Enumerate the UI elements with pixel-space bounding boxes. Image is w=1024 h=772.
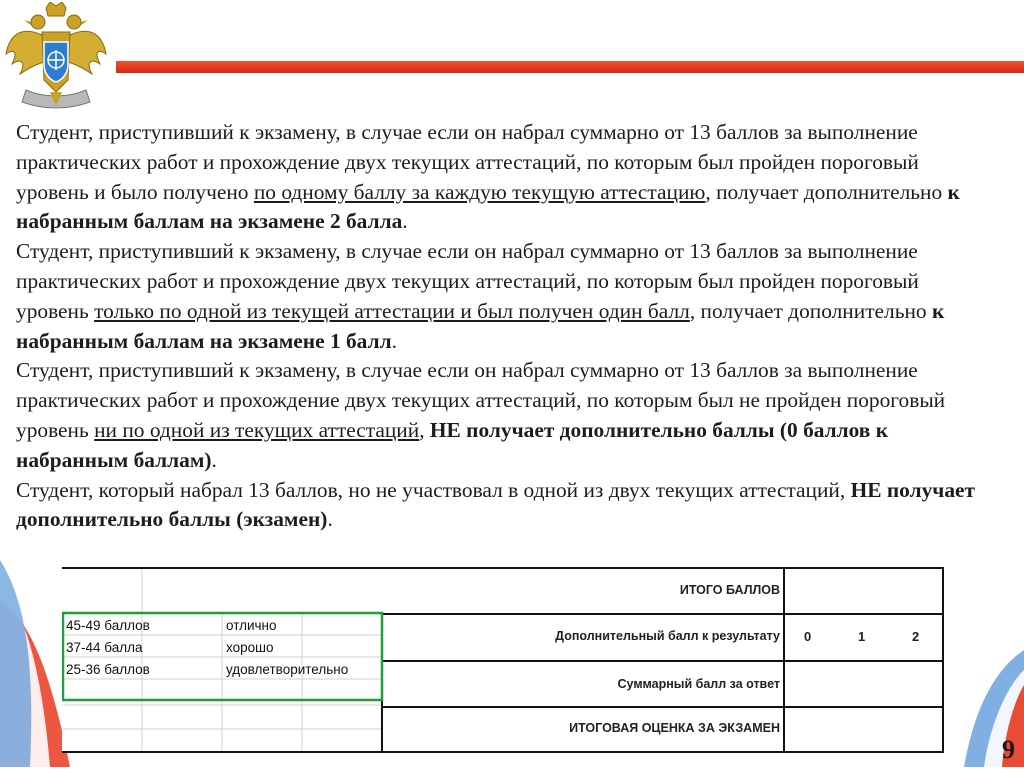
- extra-point-label: Дополнительный балл к результату: [555, 629, 780, 643]
- paragraph-0-points: Студент, приступивший к экзамену, в случае если он набрал суммарно от 13 баллов за выполнение практических работ и прохождение двух текущих аттестаций, по которым был не пройден пороговый уровень ни по одной из текущих аттестаций, НЕ получает дополнительно баллы (0 баллов к набранным баллам).: [16, 358, 946, 472]
- rules-text: [16, 118, 991, 535]
- page-number: 9: [1002, 735, 1015, 764]
- decorative-wave-left: [0, 560, 70, 767]
- grade-range-1: 45-49 баллов: [66, 618, 150, 633]
- extra-option-0: 0: [804, 629, 812, 644]
- exam-score-sheet: [62, 567, 944, 753]
- grade-range-3: 25-36 баллов: [66, 662, 150, 677]
- paragraph-2-points: Студент, приступивший к экзамену, в случае если он набрал суммарно от 13 баллов за выполнение практических работ и прохождение двух текущих аттестаций, по которым был пройден пороговый уровень и было получено по одному баллу за каждую текущую аттестацию, получает дополнительно к набранным баллам на экзамене 2 балла.: [16, 120, 960, 234]
- extra-option-1: 1: [858, 629, 866, 644]
- grade-name-1: отлично: [226, 618, 277, 633]
- answer-score-label: Суммарный балл за ответ: [617, 677, 780, 691]
- paragraph-1-point: Студент, приступивший к экзамену, в случае если он набрал суммарно от 13 баллов за выполнение практических работ и прохождение двух текущих аттестаций, по которым был пройден пороговый уровень только по одной из текущей аттестации и был получен один балл, получает дополнительно к набранным баллам на экзамене 1 балл.: [16, 239, 945, 353]
- double-headed-eagle-emblem-icon: [4, 2, 108, 114]
- header-accent-bar: [116, 61, 1024, 73]
- grade-name-3: удовлетворительно: [226, 662, 349, 677]
- final-grade-label: ИТОГОВАЯ ОЦЕНКА ЗА ЭКЗАМЕН: [569, 721, 780, 735]
- extra-option-2: 2: [912, 629, 920, 644]
- total-points-label: ИТОГО БАЛЛОВ: [679, 583, 780, 597]
- sheet-grid-lines: [62, 567, 944, 753]
- grade-range-2: 37-44 балла: [66, 640, 143, 655]
- grade-name-2: хорошо: [226, 640, 274, 655]
- paragraph-missed-attestation: Студент, который набрал 13 баллов, но не участвовал в одной из двух текущих аттестаций, НЕ получает дополнительно баллы (экзамен).: [16, 477, 976, 532]
